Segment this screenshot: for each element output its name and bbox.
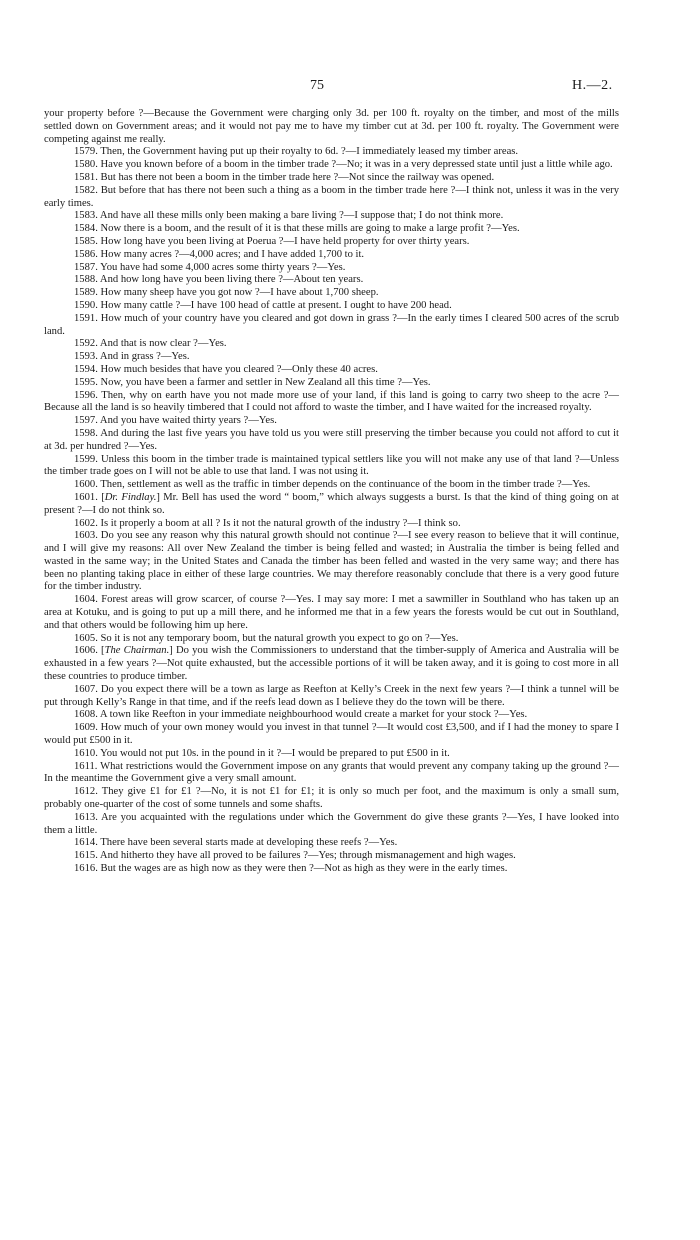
paragraph-text: Is it properly a boom at all ? Is it not the natural growth of the industry ?—I think so. [100,517,461,529]
continuation-paragraph: your property before ?—Because the Government were charging only 3d. per 100 ft. royalty on the timber, and most of the mills settled down on Government areas; and it would not pay me to have my timber cut at 3d. per 100 ft. royalty. The Government were competing against me really. [44,108,619,145]
question-number: 1591. [74,312,98,324]
paragraph-text: And during the last five years you have told us you were still preserving the timber because you could not afford to cut it at 3d. per hundred ?—Yes. [44,427,619,452]
evidence-paragraph [44,262,619,275]
question-number: 1585. [74,235,98,247]
paragraph-text: Are you acquainted with the regulations under which the Government do give these grants ?—Yes, I have looked into them a little. [44,811,619,836]
question-number: 1595. [74,376,98,388]
question-number: 1612. [74,786,98,798]
paragraph-text: And have all these mills only been making a bare living ?—I suppose that; I do not think more. [99,210,504,222]
evidence-paragraph [44,159,619,172]
evidence-paragraph [44,530,619,594]
document-reference: H.—2. [572,78,613,93]
question-number: 1605. [74,632,98,644]
evidence-paragraph [44,415,619,428]
evidence-paragraph: 1601. [Dr. Findlay.] Mr. Bell has used the word “ boom,” which always suggests a burst. Is that the kind of thing going on at present ?—I do not think so. [44,491,619,516]
evidence-paragraph [44,364,619,377]
speaker-name: The Chairman. [104,645,170,657]
paragraph-text: Have you known before of a boom in the timber trade ?—No; it was in a very depressed state until just a little while ago. [100,159,613,171]
evidence-paragraph [44,185,619,211]
question-number: 1596. [74,389,98,401]
paragraph-text: Then, settlement as well as the traffic in timber depends on the continuance of the boom in the timber trade ?—Yes. [100,479,591,491]
question-number: 1604. [74,594,98,606]
evidence-paragraph [44,709,619,722]
paragraph-text: And how long have you been living there ?—About ten years. [99,274,364,286]
question-number: 1602. [74,517,98,529]
evidence-text [44,108,619,876]
evidence-paragraph [44,518,619,531]
question-number: 1597. [74,415,98,427]
question-number: 1600. [74,479,98,491]
evidence-paragraph [44,300,619,313]
evidence-paragraph: 1606. [The Chairman.] Do you wish the Commissioners to understand that the timber-supply of America and Australia will be exhausted in a few years ?—Not quite exhausted, but the accessible portions of it will be taken away, and it is going to cost more in all these countries to produce timber. [44,645,619,683]
question-number: 1593. [74,351,98,363]
evidence-paragraph [44,428,619,454]
page-header [0,78,700,98]
question-number: 1615. [74,850,98,862]
question-number: 1584. [74,223,98,235]
question-number: 1601. [74,491,98,503]
evidence-paragraph [44,722,619,748]
evidence-paragraph [44,351,619,364]
paragraph-text: But has there not been a boom in the timber trade here ?—Not since the railway was opened. [100,171,495,183]
evidence-paragraph [44,249,619,262]
question-number: 1599. [74,453,98,465]
question-number: 1603. [74,530,98,542]
paragraph-text: You would not put 10s. in the pound in it ?—I would be prepared to put £500 in it. [100,747,450,759]
evidence-paragraph [44,684,619,710]
paragraph-text: How many acres ?—4,000 acres; and I have added 1,700 to it. [100,248,365,260]
paragraph-text: They give £1 for £1 ?—No, it is not £1 for £1; it is only so much per foot, and the maximum is only a small sum, probably one-quarter of the cost of some tunnels and some shafts. [44,786,619,811]
evidence-paragraph [44,390,619,416]
paragraph-text: And that is now clear ?—Yes. [99,338,227,350]
question-number: 1589. [74,287,98,299]
paragraph-text: And hitherto they have all proved to be failures ?—Yes; through mismanagement and high wages. [99,850,516,862]
question-number: 1586. [74,248,98,260]
evidence-paragraph [44,479,619,492]
question-number: 1581. [74,171,98,183]
evidence-paragraph [44,287,619,300]
paragraph-text: There have been several starts made at developing these reefs ?—Yes. [100,837,398,849]
question-number: 1606. [74,645,98,657]
question-number: 1608. [74,709,98,721]
evidence-paragraph [44,146,619,159]
paragraph-text: You have had some 4,000 acres some thirty years ?—Yes. [100,261,346,273]
question-number: 1611. [74,760,98,772]
evidence-paragraph [44,172,619,185]
question-number: 1590. [74,299,98,311]
paragraph-text: Then, the Government having put up their royalty to 6d. ?—I immediately leased my timber areas. [100,146,519,158]
evidence-paragraph [44,594,619,632]
evidence-paragraph [44,748,619,761]
paragraph-text: Then, why on earth have you not made more use of your land, if this land is going to carry two sheep to the acre ?—Because all the land is so heavily timbered that I could not afford to waste the timber, and I have waited for the increased royalty. [44,389,619,414]
question-number: 1613. [74,811,98,823]
paragraph-text: So it is not any temporary boom, but the natural growth you expect to go on ?—Yes. [100,632,459,644]
evidence-paragraph [44,274,619,287]
question-number: 1592. [74,338,98,350]
paragraph-text: How long have you been living at Poerua ?—I have held property for over thirty years. [100,235,470,247]
question-number: 1598. [74,427,98,439]
paragraph-text: Do you expect there will be a town as large as Reefton at Kelly’s Creek in the next few years ?—I think a tunnel will be put through Kelly’s Range in that time, and if the reefs lead down as I believe they do the town will be there. [44,683,619,708]
paragraph-text: Now, you have been a farmer and settler in New Zealand all this time ?—Yes. [100,376,431,388]
paragraph-text: Now there is a boom, and the result of it is that these mills are going to make a large profit ?—Yes. [100,223,520,235]
question-number: 1607. [74,683,98,695]
question-number: 1583. [74,210,98,222]
evidence-paragraph [44,863,619,876]
question-number: 1587. [74,261,98,273]
question-number: 1614. [74,837,98,849]
evidence-paragraph [44,812,619,838]
paragraph-text: How much of your country have you cleared and got down in grass ?—In the early times I cleared 500 acres of the scrub land. [44,312,619,337]
evidence-paragraph [44,210,619,223]
paragraph-text: And you have waited thirty years ?—Yes. [99,415,277,427]
paragraph-text: Do you see any reason why this natural growth should not continue ?—I see every reason to believe that it will continue, and I will give my reasons: All over New Zealand the timber is being felled and wasted; in Australia the timber is being felled and wasted in the same way; in the United States and Canada the timber has been felled and wasted in the very same way; and there has been no planting taking place in either of these large countries. We may therefore reasonably conclude that there is a very good future for the timber industry. [44,530,619,593]
paragraph-text: Mr. Bell has used the word “ boom,” which always suggests a burst. Is that the kind of thing going on at present ?—I do not think so. [44,491,619,516]
question-number: 1588. [74,274,98,286]
evidence-paragraph [44,223,619,236]
evidence-paragraph [44,377,619,390]
paragraph-text: And in grass ?—Yes. [99,351,190,363]
evidence-paragraph [44,837,619,850]
evidence-paragraph [44,313,619,339]
question-number: 1582. [74,184,98,196]
question-number: 1594. [74,363,98,375]
paragraph-text: What restrictions would the Government impose on any grants that would prevent any company taking up the ground ?—In the meantime the Government give a very small amount. [44,760,619,785]
page-number: 75 [310,78,324,93]
question-number: 1609. [74,722,98,734]
paragraph-text: But before that has there not been such a thing as a boom in the timber trade here ?—I think not, unless it was in the very early times. [44,184,619,209]
question-number: 1579. [74,146,98,158]
question-number: 1580. [74,159,98,171]
paragraph-text: How many sheep have you got now ?—I have about 1,700 sheep. [100,287,379,299]
evidence-paragraph [44,236,619,249]
paragraph-text: Do you wish the Commissioners to understand that the timber-supply of America and Australia will be exhausted in a few years ?—Not quite exhausted, but the accessible portions of it will be taken away, and it is going to cost more in all these countries to produce timber. [44,645,619,683]
paragraph-text: A town like Reefton in your immediate neighbourhood would create a market for your stock ?—Yes. [99,709,528,721]
evidence-paragraph [44,633,619,646]
paragraph-text: Unless this boom in the timber trade is maintained typical settlers like you will not make any use of that land ?—Unless the timber trade goes on I will not be able to use that land. I was not using it. [44,453,619,478]
evidence-paragraph [44,850,619,863]
evidence-paragraph [44,786,619,812]
speaker-name: Dr. Findlay. [104,491,157,503]
evidence-paragraph [44,338,619,351]
question-number: 1610. [74,747,98,759]
evidence-paragraph [44,454,619,480]
paragraph-text: Forest areas will grow scarcer, of course ?—Yes. I may say more: I met a sawmiller in Southland who has taken up an area at Kotuku, and is going to put up a mill there, and he informed me that in a few years the forests would be cut out in Southland, and that others would be following him up here. [44,594,619,631]
question-number: 1616. [74,863,98,875]
paragraph-text: How much besides that have you cleared ?—Only these 40 acres. [100,363,378,375]
paragraph-text: How much of your own money would you invest in that tunnel ?—It would cost £3,500, and if I had the money to spare I would put £500 in it. [44,722,619,747]
paragraph-text: How many cattle ?—I have 100 head of cattle at present. I ought to have 200 head. [100,299,452,311]
evidence-paragraph [44,761,619,787]
paragraph-text: But the wages are as high now as they were then ?—Not as high as they were in the early times. [100,863,508,875]
